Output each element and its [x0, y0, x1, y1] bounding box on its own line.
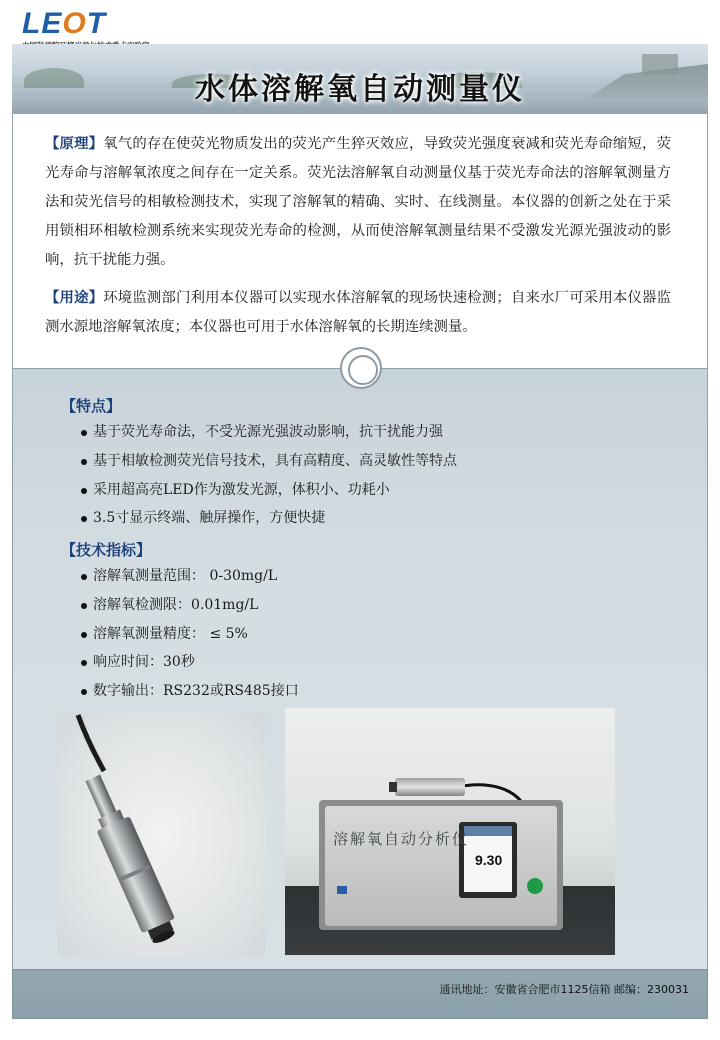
specs-list: [79, 562, 299, 706]
footer-address: 通讯地址：安徽省合肥市1125信箱 邮编：230031: [439, 983, 689, 996]
instrument-photo: [285, 708, 615, 955]
divider-ornament: [340, 347, 382, 389]
intro-panel: [12, 114, 708, 368]
page-title: 水体溶解氧自动测量仪: [195, 72, 525, 107]
feature-item: 基于荧光寿命法，不受光源光强波动影响，抗干扰能力强: [79, 418, 457, 447]
footer: [12, 969, 708, 1019]
feature-item: 3.5寸显示终端、触屏操作，方便快捷: [79, 504, 457, 533]
features-title: 【特点】: [61, 397, 122, 415]
logo-letters-le: LE: [22, 7, 63, 40]
spec-item: 溶解氧测量范围： 0-30mg/L: [79, 562, 299, 591]
specs-title: 【技术指标】: [61, 541, 152, 559]
spec-item: 数字输出：RS232或RS485接口: [79, 677, 299, 706]
usage-text: 环境监测部门利用本仪器可以实现水体溶解氧的现场快速检测；自来水厂可采用本仪器监测水源地溶解氧浓度；本仪器也可用于水体溶解氧的长期连续测量。: [45, 290, 671, 335]
spec-item: 响应时间：30秒: [79, 648, 299, 677]
instrument-front-label: 溶解氧自动分析仪: [333, 830, 470, 848]
principle-tag: 【原理】: [45, 136, 104, 152]
usage-tag: 【用途】: [45, 290, 104, 306]
feature-item: 基于相敏检测荧光信号技术，具有高精度、高灵敏性等特点: [79, 447, 457, 476]
logo-letter-t: T: [86, 7, 107, 40]
principle-text: 氧气的存在使荧光物质发出的荧光产生猝灭效应，导致荧光强度衰减和荧光寿命缩短，荧光寿命与溶解氧浓度之间存在一定关系。荧光法溶解氧自动测量仪基于荧光寿命法的溶解氧测量方法和荧光信号的相敏检测技术，实现了溶解氧的精确、实时、在线测量。本仪器的创新之处在于采用锁相环相敏检测系统来实现荧光寿命的检测，从而使溶解氧测量结果不受激发光源光强波动的影响，抗干扰能力强。: [45, 136, 671, 268]
probe-illustration: [58, 713, 266, 957]
feature-item: 采用超高亮LED作为激发光源，体积小、功耗小: [79, 476, 457, 505]
logo-wordmark: [22, 8, 174, 40]
spec-item: 溶解氧检测限：0.01mg/L: [79, 591, 299, 620]
probe-photo: [58, 713, 266, 957]
features-list: [79, 418, 457, 533]
usage-paragraph: [45, 284, 671, 342]
spec-item: 溶解氧测量精度： ≤ 5%: [79, 620, 299, 649]
logo-letter-o: O: [62, 7, 87, 40]
principle-paragraph: [45, 130, 671, 275]
instrument-screen-reading: 9.30: [475, 852, 503, 868]
